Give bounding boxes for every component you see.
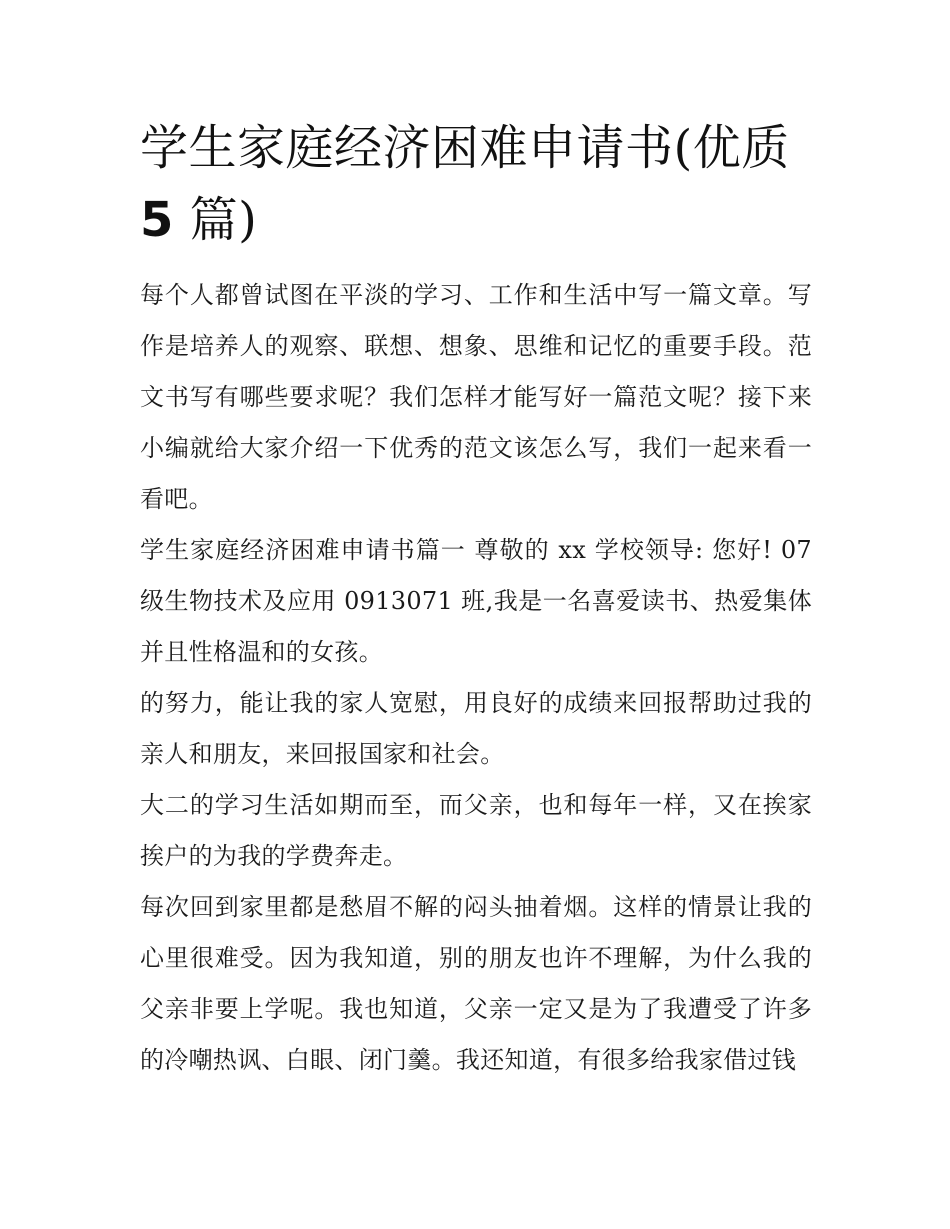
document-title (140, 112, 812, 256)
paragraph-intro: 每个人都曾试图在平淡的学习、工作和生活中写一篇文章。写作是培养人的观察、联想、想象、思维和记忆的重要手段。范文书写有哪些要求呢？我们怎样才能写好一篇范文呢？接下来小编就给大家介绍一下优秀的范文该怎么写，我们一起来看一看吧。 (140, 281, 812, 513)
title-text-1: 学生家庭经济困难申请书(优质 (140, 120, 790, 176)
paragraph-father: 每次回到家里都是愁眉不解的闷头抽着烟。这样的情景让我的心里很难受。因为我知道，别的朋友也许不理解，为什么我的父亲非要上学呢。我也知道，父亲一定又是为了我遭受了许多的冷嘲热讽、白眼、闭门羹。我还知道，有很多给我家借过钱 (140, 893, 812, 1074)
paragraph-greeting: 学生家庭经济困难申请书篇一 尊敬的 xx 学校领导: 您好! 07 级生物技术及应用 0913071 班,我是一名喜爱读书、热爱集体并且性格温和的女孩。 (140, 536, 812, 666)
paragraph-effort: 的努力，能让我的家人宽慰，用良好的成绩来回报帮助过我的亲人和朋友，来回报国家和社会。 (140, 689, 812, 768)
paragraph-second-year: 大二的学习生活如期而至，而父亲，也和每年一样，又在挨家挨户的为我的学费奔走。 (140, 791, 812, 870)
title-text-2: 篇) (173, 192, 258, 248)
title-number: 5 (140, 192, 174, 248)
document-body (140, 112, 812, 1086)
